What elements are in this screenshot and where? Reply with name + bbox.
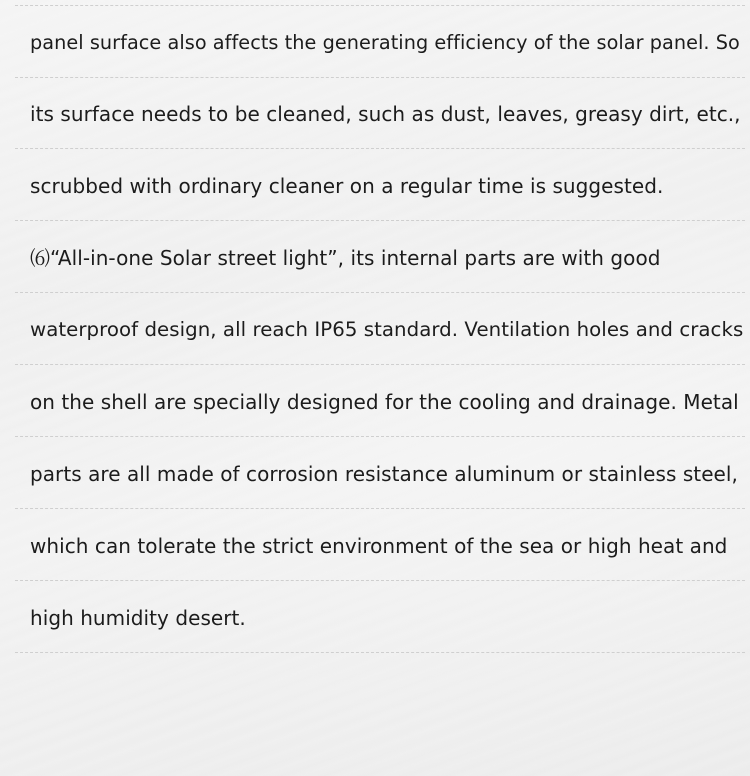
line-text: which can tolerate the strict environment of the sea or high heat and bbox=[30, 534, 728, 558]
text-line bbox=[0, 220, 750, 292]
line-text: high humidity desert. bbox=[30, 606, 246, 630]
line-text: ⑹“All-in-one Solar street light”, its internal parts are with good bbox=[30, 246, 661, 270]
line-text: waterproof design, all reach IP65 standard. Ventilation holes and cracks bbox=[30, 318, 744, 341]
line-text: panel surface also affects the generating efficiency of the solar panel. So bbox=[30, 31, 740, 54]
text-line bbox=[0, 580, 750, 652]
text-line bbox=[0, 5, 750, 77]
text-line bbox=[0, 148, 750, 220]
text-line bbox=[0, 364, 750, 436]
text-line bbox=[0, 292, 750, 364]
line-text: parts are all made of corrosion resistance aluminum or stainless steel, bbox=[30, 462, 738, 486]
line-text: scrubbed with ordinary cleaner on a regular time is suggested. bbox=[30, 174, 664, 198]
line-rule bbox=[15, 652, 745, 653]
line-text: on the shell are specially designed for the cooling and drainage. Metal bbox=[30, 390, 739, 414]
text-line bbox=[0, 436, 750, 508]
line-text: its surface needs to be cleaned, such as dust, leaves, greasy dirt, etc., bbox=[30, 102, 741, 126]
text-line bbox=[0, 508, 750, 580]
text-line bbox=[0, 76, 750, 148]
